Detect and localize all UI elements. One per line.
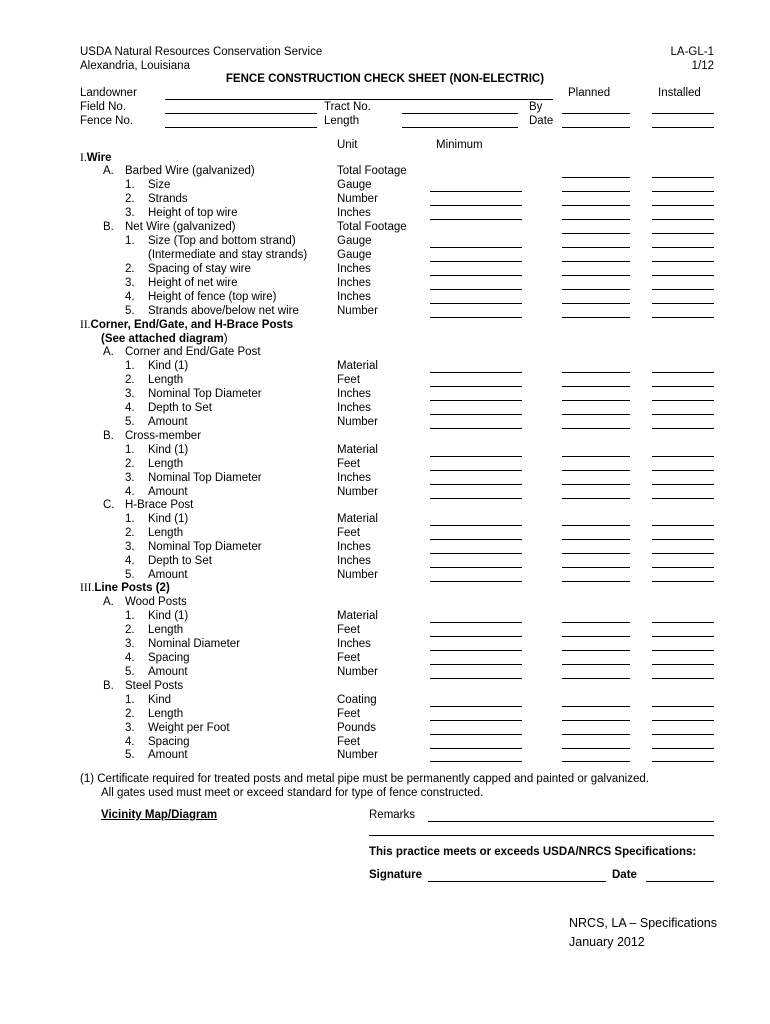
row-label: Nominal Top Diameter: [148, 541, 262, 553]
minimum-field[interactable]: [430, 219, 522, 220]
row-letter: C.: [103, 499, 115, 511]
row-unit: Gauge: [337, 249, 372, 261]
row-number: 5.: [125, 569, 135, 581]
section-title: Corner, End/Gate, and H-Brace Posts: [90, 319, 294, 331]
minimum-field[interactable]: [430, 622, 522, 623]
minimum-field[interactable]: [430, 678, 522, 679]
row-number: 1.: [125, 360, 135, 372]
installed-field[interactable]: [652, 414, 714, 415]
installed-field[interactable]: [652, 622, 714, 623]
row-unit: Inches: [337, 402, 371, 414]
note-certificate: (1) Certificate required for treated posts and metal pipe must be permanently capped and painted or galvanized.: [80, 773, 649, 785]
row-label: Depth to Set: [148, 402, 212, 414]
row-label: Corner and End/Gate Post: [125, 346, 261, 358]
planned-field[interactable]: [562, 428, 630, 429]
row-number: 4.: [125, 555, 135, 567]
row-label: Kind: [148, 694, 172, 706]
row-label: Amount: [148, 749, 188, 761]
minimum-field[interactable]: [430, 539, 522, 540]
row-number: 3.: [125, 277, 135, 289]
row-label: Size (Top and bottom strand): [148, 235, 296, 247]
installed-field[interactable]: [652, 289, 714, 290]
row-label: Kind (1): [148, 360, 189, 372]
row-label: Barbed Wire (galvanized): [125, 165, 255, 177]
row-label: Height of top wire: [148, 207, 238, 219]
row-label: Height of net wire: [148, 277, 238, 289]
row-unit: Feet: [337, 527, 361, 539]
section-line-posts-heading: [80, 582, 170, 595]
section-title: Line Posts (2): [94, 582, 170, 594]
minimum-field[interactable]: [430, 567, 522, 568]
row-label: Size: [148, 179, 171, 191]
planned-field[interactable]: [562, 498, 630, 499]
row-number: 1.: [125, 444, 135, 456]
planned-header: Planned: [568, 87, 611, 99]
planned-field[interactable]: [562, 650, 630, 651]
planned-field[interactable]: [562, 581, 630, 582]
row-number: 1.: [125, 694, 135, 706]
planned-field[interactable]: [562, 289, 630, 290]
planned-field[interactable]: [562, 191, 630, 192]
planned-field[interactable]: [562, 553, 630, 554]
planned-field[interactable]: [562, 247, 630, 248]
minimum-field[interactable]: [430, 289, 522, 290]
row-label: Nominal Top Diameter: [148, 388, 262, 400]
row-unit: Coating: [337, 694, 377, 706]
installed-header: Installed: [658, 87, 701, 99]
row-number: 3.: [125, 541, 135, 553]
row-number: 2.: [125, 624, 135, 636]
row-unit: Material: [337, 360, 378, 372]
minimum-field[interactable]: [430, 191, 522, 192]
row-number: 5.: [125, 416, 135, 428]
planned-field[interactable]: [562, 317, 630, 318]
row-letter: B.: [103, 430, 114, 442]
agency-location: Alexandria, Louisiana: [80, 60, 190, 72]
planned-field[interactable]: [562, 470, 630, 471]
installed-field[interactable]: [652, 581, 714, 582]
planned-field[interactable]: [562, 567, 630, 568]
tract-no-field[interactable]: [402, 113, 518, 114]
row-unit: Feet: [337, 624, 361, 636]
fence-no-label: Fence No.: [80, 115, 134, 127]
row-label: (Intermediate and stay strands): [148, 249, 308, 261]
planned-field[interactable]: [562, 219, 630, 220]
minimum-field[interactable]: [430, 636, 522, 637]
row-label: Kind (1): [148, 513, 189, 525]
row-label: Strands above/below net wire: [148, 305, 299, 317]
installed-field[interactable]: [652, 525, 714, 526]
row-unit: Material: [337, 610, 378, 622]
installed-field[interactable]: [652, 636, 714, 637]
installed-field[interactable]: [652, 386, 714, 387]
row-number: 2.: [125, 708, 135, 720]
row-unit: Inches: [337, 207, 371, 219]
row-label: H-Brace Post: [125, 499, 194, 511]
row-unit: Pounds: [337, 722, 377, 734]
row-unit: Number: [337, 486, 378, 498]
section-subtitle-end: ): [223, 333, 228, 345]
vicinity-map-heading: Vicinity Map/Diagram: [101, 809, 218, 821]
minimum-field[interactable]: [430, 734, 522, 735]
tract-no-label: Tract No.: [324, 101, 371, 113]
row-number: 4.: [125, 652, 135, 664]
section-posts-heading: [80, 319, 293, 332]
row-unit: Feet: [337, 374, 361, 386]
planned-field[interactable]: [562, 484, 630, 485]
row-label: Nominal Diameter: [148, 638, 241, 650]
row-number: 4.: [125, 291, 135, 303]
row-number: 1.: [125, 179, 135, 191]
installed-field[interactable]: [652, 470, 714, 471]
landowner-field[interactable]: [165, 99, 553, 100]
installed-field[interactable]: [652, 734, 714, 735]
installed-field[interactable]: [652, 191, 714, 192]
installed-field[interactable]: [652, 553, 714, 554]
installed-field[interactable]: [652, 678, 714, 679]
minimum-field[interactable]: [430, 414, 522, 415]
note-gates: All gates used must meet or exceed standard for type of fence constructed.: [101, 787, 484, 799]
length-field[interactable]: [402, 127, 518, 128]
minimum-field[interactable]: [430, 317, 522, 318]
planned-field[interactable]: [562, 748, 630, 749]
date-signed-field[interactable]: [646, 881, 714, 882]
row-unit: Number: [337, 666, 378, 678]
installed-field[interactable]: [652, 761, 714, 762]
row-label: Amount: [148, 666, 188, 678]
row-unit: Inches: [337, 263, 371, 275]
row-label: Length: [148, 624, 184, 636]
minimum-field[interactable]: [430, 456, 522, 457]
row-label: Height of fence (top wire): [148, 291, 277, 303]
installed-field[interactable]: [652, 484, 714, 485]
installed-field[interactable]: [652, 664, 714, 665]
row-unit: Number: [337, 193, 378, 205]
by-label: By: [529, 101, 543, 113]
row-unit: Feet: [337, 736, 361, 748]
minimum-field[interactable]: [430, 498, 522, 499]
form-date: 1/12: [691, 60, 714, 72]
form-id: LA-GL-1: [670, 46, 714, 58]
row-number: 3.: [125, 638, 135, 650]
row-unit: Gauge: [337, 179, 372, 191]
signature-label: Signature: [369, 869, 423, 881]
row-number: 4.: [125, 402, 135, 414]
installed-field[interactable]: [652, 539, 714, 540]
installed-field[interactable]: [652, 706, 714, 707]
row-label: Spacing: [148, 652, 190, 664]
installed-field[interactable]: [652, 498, 714, 499]
row-unit: Feet: [337, 458, 361, 470]
minimum-field[interactable]: [430, 386, 522, 387]
installed-field[interactable]: [652, 205, 714, 206]
date-label: Date: [529, 115, 554, 127]
planned-field[interactable]: [562, 525, 630, 526]
row-label: Cross-member: [125, 430, 202, 442]
minimum-field[interactable]: [430, 247, 522, 248]
minimum-field[interactable]: [430, 581, 522, 582]
row-label: Amount: [148, 486, 188, 498]
planned-field[interactable]: [562, 761, 630, 762]
row-label: Length: [148, 458, 184, 470]
installed-field[interactable]: [652, 303, 714, 304]
row-label: Nominal Top Diameter: [148, 472, 262, 484]
installed-field[interactable]: [652, 317, 714, 318]
row-number: 2.: [125, 263, 135, 275]
installed-field[interactable]: [652, 428, 714, 429]
row-number: 2.: [125, 458, 135, 470]
row-number: 2.: [125, 527, 135, 539]
row-unit: Material: [337, 513, 378, 525]
planned-field[interactable]: [562, 664, 630, 665]
row-label: Amount: [148, 416, 188, 428]
page-title: FENCE CONSTRUCTION CHECK SHEET (NON-ELECTRIC): [225, 73, 545, 85]
row-unit: Total Footage: [337, 165, 407, 177]
planned-field[interactable]: [562, 678, 630, 679]
row-number: 4.: [125, 736, 135, 748]
row-unit: Material: [337, 444, 378, 456]
minimum-field[interactable]: [430, 303, 522, 304]
section-title: Wire: [86, 152, 112, 164]
planned-field[interactable]: [562, 372, 630, 373]
row-unit: Total Footage: [337, 221, 407, 233]
row-number: 2.: [125, 193, 135, 205]
row-label: Length: [148, 527, 184, 539]
row-number: 3.: [125, 472, 135, 484]
installed-field[interactable]: [652, 275, 714, 276]
installed-field[interactable]: [652, 720, 714, 721]
installed-field[interactable]: [652, 261, 714, 262]
row-number: 1.: [125, 235, 135, 247]
minimum-field[interactable]: [430, 525, 522, 526]
planned-field[interactable]: [562, 233, 630, 234]
row-label: Net Wire (galvanized): [125, 221, 236, 233]
row-unit: Gauge: [337, 235, 372, 247]
row-label: Depth to Set: [148, 555, 212, 567]
minimum-field[interactable]: [430, 261, 522, 262]
minimum-header: Minimum: [436, 139, 483, 151]
section-number: I.: [80, 152, 87, 164]
row-unit: Feet: [337, 652, 361, 664]
installed-by-field[interactable]: [652, 113, 714, 114]
installed-field[interactable]: [652, 372, 714, 373]
row-letter: A.: [103, 165, 114, 177]
row-label: Length: [148, 708, 184, 720]
row-unit: Inches: [337, 388, 371, 400]
row-unit: Feet: [337, 708, 361, 720]
row-unit: Inches: [337, 555, 371, 567]
row-unit: Number: [337, 569, 378, 581]
row-number: 3.: [125, 388, 135, 400]
planned-field[interactable]: [562, 636, 630, 637]
length-label: Length: [324, 115, 360, 127]
planned-field[interactable]: [562, 456, 630, 457]
planned-field[interactable]: [562, 303, 630, 304]
date-signed-label: Date: [612, 869, 637, 881]
section-number: III.: [80, 582, 95, 594]
installed-field[interactable]: [652, 219, 714, 220]
planned-field[interactable]: [562, 261, 630, 262]
row-number: 1.: [125, 610, 135, 622]
landowner-label: Landowner: [80, 87, 137, 99]
planned-field[interactable]: [562, 386, 630, 387]
field-no-field[interactable]: [165, 113, 317, 114]
installed-date-field[interactable]: [652, 127, 714, 128]
installed-field[interactable]: [652, 650, 714, 651]
remarks-label: Remarks: [369, 809, 416, 821]
minimum-field[interactable]: [430, 706, 522, 707]
row-label: Spacing of stay wire: [148, 263, 251, 275]
planned-field[interactable]: [562, 275, 630, 276]
row-letter: B.: [103, 680, 114, 692]
row-unit: Inches: [337, 541, 371, 553]
row-number: 2.: [125, 374, 135, 386]
row-number: 1.: [125, 513, 135, 525]
row-unit: Inches: [337, 291, 371, 303]
minimum-field[interactable]: [430, 553, 522, 554]
minimum-field[interactable]: [430, 761, 522, 762]
section-posts-subheading: [101, 333, 228, 346]
row-number: 3.: [125, 207, 135, 219]
row-label: Amount: [148, 569, 188, 581]
minimum-field[interactable]: [430, 372, 522, 373]
row-label: Strands: [148, 193, 188, 205]
installed-field[interactable]: [652, 247, 714, 248]
minimum-field[interactable]: [430, 428, 522, 429]
by-field[interactable]: [562, 113, 630, 114]
minimum-field[interactable]: [430, 275, 522, 276]
row-label: Spacing: [148, 736, 190, 748]
signature-field[interactable]: [428, 881, 606, 882]
installed-field[interactable]: [652, 177, 714, 178]
row-unit: Number: [337, 749, 378, 761]
row-label: Length: [148, 374, 184, 386]
row-label: Kind (1): [148, 610, 189, 622]
row-label: Steel Posts: [125, 680, 184, 692]
row-number: 3.: [125, 722, 135, 734]
row-letter: A.: [103, 346, 114, 358]
row-label: Weight per Foot: [148, 722, 230, 734]
row-unit: Number: [337, 305, 378, 317]
installed-field[interactable]: [652, 567, 714, 568]
minimum-field[interactable]: [430, 650, 522, 651]
minimum-field[interactable]: [430, 400, 522, 401]
planned-field[interactable]: [562, 720, 630, 721]
row-number: 4.: [125, 486, 135, 498]
section-subtitle: (See attached diagram: [101, 333, 224, 345]
section-wire-heading: [80, 152, 112, 165]
field-no-label: Field No.: [80, 101, 127, 113]
installed-field[interactable]: [652, 233, 714, 234]
planned-field[interactable]: [562, 734, 630, 735]
planned-field[interactable]: [562, 177, 630, 178]
minimum-field[interactable]: [430, 664, 522, 665]
row-letter: A.: [103, 596, 114, 608]
spec-date: January 2012: [569, 935, 645, 949]
minimum-field[interactable]: [430, 720, 522, 721]
section-number: II.: [80, 319, 91, 331]
row-unit: Inches: [337, 638, 371, 650]
row-number: 5.: [125, 666, 135, 678]
row-unit: Inches: [337, 472, 371, 484]
row-number: 5.: [125, 305, 135, 317]
remarks-field[interactable]: [428, 821, 714, 822]
row-letter: B.: [103, 221, 114, 233]
planned-field[interactable]: [562, 400, 630, 401]
planned-field[interactable]: [562, 622, 630, 623]
remarks-field-2[interactable]: [369, 835, 714, 836]
row-unit: Inches: [337, 277, 371, 289]
row-label: Wood Posts: [125, 596, 187, 608]
unit-header: Unit: [337, 139, 358, 151]
installed-field[interactable]: [652, 456, 714, 457]
minimum-field[interactable]: [430, 484, 522, 485]
planned-field[interactable]: [562, 706, 630, 707]
minimum-field[interactable]: [430, 470, 522, 471]
minimum-field[interactable]: [430, 205, 522, 206]
spec-title: NRCS, LA – Specifications: [569, 916, 717, 930]
fence-no-field[interactable]: [165, 127, 317, 128]
practice-statement: This practice meets or exceeds USDA/NRCS Specifications:: [369, 846, 697, 858]
row-unit: Number: [337, 416, 378, 428]
row-number: 5.: [125, 749, 135, 761]
agency-name: USDA Natural Resources Conservation Service: [80, 46, 323, 58]
planned-field[interactable]: [562, 205, 630, 206]
planned-field[interactable]: [562, 414, 630, 415]
row-label: Kind (1): [148, 444, 189, 456]
planned-field[interactable]: [562, 539, 630, 540]
date-field[interactable]: [562, 127, 630, 128]
minimum-field[interactable]: [430, 748, 522, 749]
installed-field[interactable]: [652, 748, 714, 749]
installed-field[interactable]: [652, 400, 714, 401]
